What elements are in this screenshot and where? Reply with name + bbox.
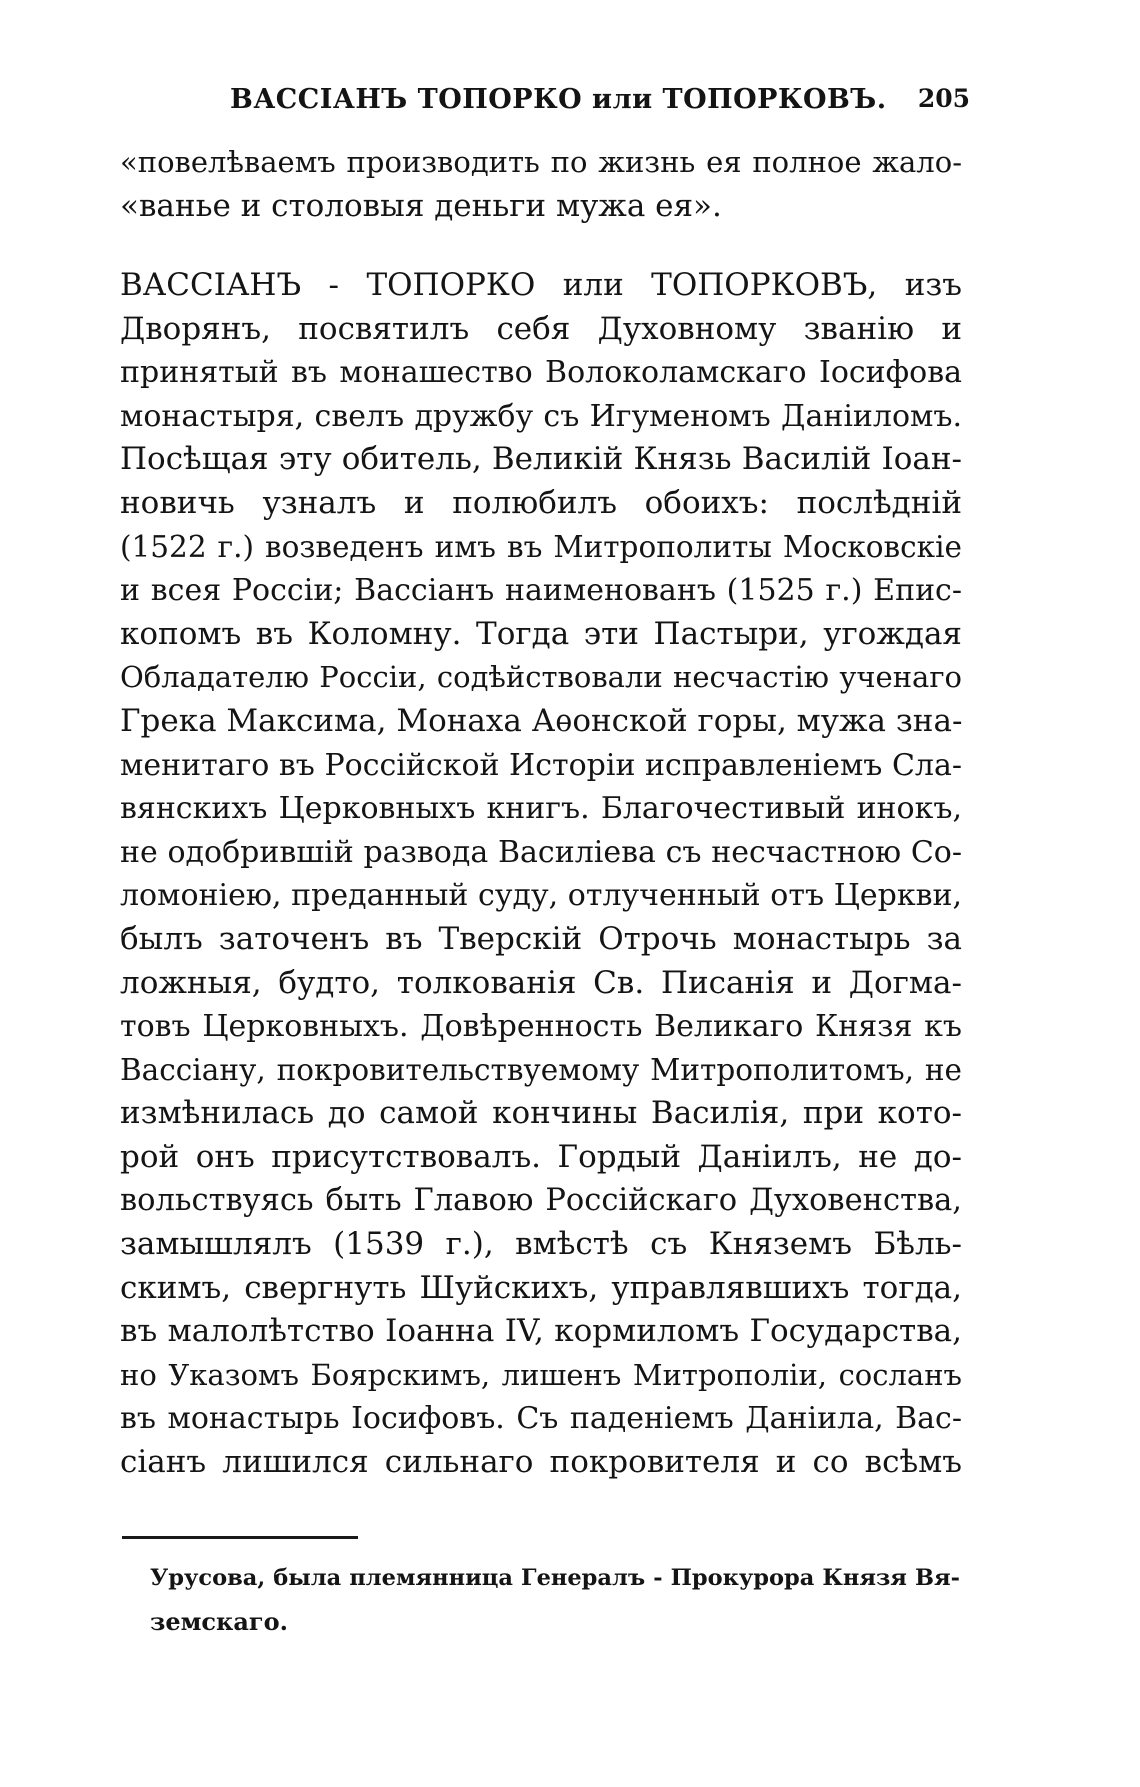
text-line: въ монастырь Іосифовъ. Съ паденіемъ Даніила, Вас- — [120, 1401, 962, 1437]
text-line: Посѣщая эту обитель, Великій Князь Василій Іоан- — [120, 441, 962, 478]
text-line: былъ заточенъ въ Тверскій Отрочь монастырь за — [120, 920, 962, 957]
text-line: сіанъ лишился сильнаго покровителя и со всѣмъ — [120, 1444, 962, 1481]
text-line: замышлялъ (1539 г.), вмѣстѣ съ Княземъ Бѣль- — [120, 1226, 962, 1263]
text-line: новичь узналъ и полюбилъ обоихъ: послѣдній — [120, 484, 962, 521]
running-header — [180, 84, 970, 124]
text-line: монастыря, свелъ дружбу съ Игуменомъ Даніиломъ. — [120, 398, 962, 434]
article-paragraph — [120, 264, 962, 1485]
footnote-divider — [122, 1536, 358, 1539]
text-line: Вассіану, покровительствуемому Митрополитомъ, не — [120, 1052, 962, 1087]
footnote-line: земскаго. — [150, 1607, 288, 1636]
text-line: Дворянъ, посвятилъ себя Духовному званію и — [120, 310, 962, 347]
footnote — [150, 1556, 960, 1644]
text-line: вянскихъ Церковныхъ книгъ. Благочестивый инокъ, — [120, 791, 962, 827]
text-line: «повелѣваемъ производить по жизнь ея полное жало- — [120, 145, 962, 179]
text-line: и всея Россіи; Вассіанъ наименованъ (1525 г.) Епис- — [120, 573, 962, 609]
text-line: измѣнилась до самой кончины Василія, при кото- — [120, 1095, 962, 1132]
text-line: не одобрившій развода Василіева съ несчастною Со- — [120, 834, 962, 870]
text-line: ВАССІАНЪ - ТОПОРКО или ТОПОРКОВЪ, изъ — [120, 267, 962, 303]
text-line: Обладателю Россіи, содѣйствовали несчастію ученаго — [120, 660, 962, 695]
page-number: 205 — [917, 84, 970, 113]
text-line: копомъ въ Коломну. Тогда эти Пастыри, угождая — [120, 615, 962, 652]
text-line: скимъ, свергнуть Шуйскихъ, управлявшихъ тогда, — [120, 1269, 962, 1306]
text-line: товъ Церковныхъ. Довѣренность Великаго Князя къ — [120, 1009, 962, 1045]
text-line: Грека Максима, Монаха Аѳонской горы, мужа зна- — [120, 702, 963, 739]
text-line: «ванье и столовыя деньги мужа ея». — [120, 188, 722, 224]
text-line: въ малолѣтство Іоанна IV, кормиломъ Государства, — [120, 1313, 962, 1350]
text-line: ложныя, будто, толкованія Св. Писанія и Догма- — [120, 964, 962, 1001]
text-line: принятый въ монашество Волоколамскаго Іосифова — [120, 355, 962, 391]
text-line: (1522 г.) возведенъ имъ въ Митрополиты Московскіе — [120, 529, 962, 564]
text-line: менитаго въ Россійской Исторіи исправленіемъ Сла- — [120, 747, 962, 783]
text-line: ломоніею, преданный суду, отлученный отъ Церкви, — [120, 878, 962, 914]
running-title: ВАССІАНЪ ТОПОРКО или ТОПОРКОВЪ. — [230, 84, 887, 115]
text-line: вольствуясь быть Главою Россійскаго Духовенства, — [120, 1183, 962, 1219]
text-line: но Указомъ Боярскимъ, лишенъ Митрополіи, сосланъ — [120, 1357, 962, 1392]
footnote-line: Урусова, была племянница Генералъ - Прокурора Князя Вя- — [150, 1565, 960, 1591]
text-line: рой онъ присутствовалъ. Гордый Даніилъ, не до- — [120, 1138, 962, 1175]
continued-paragraph — [120, 140, 962, 228]
